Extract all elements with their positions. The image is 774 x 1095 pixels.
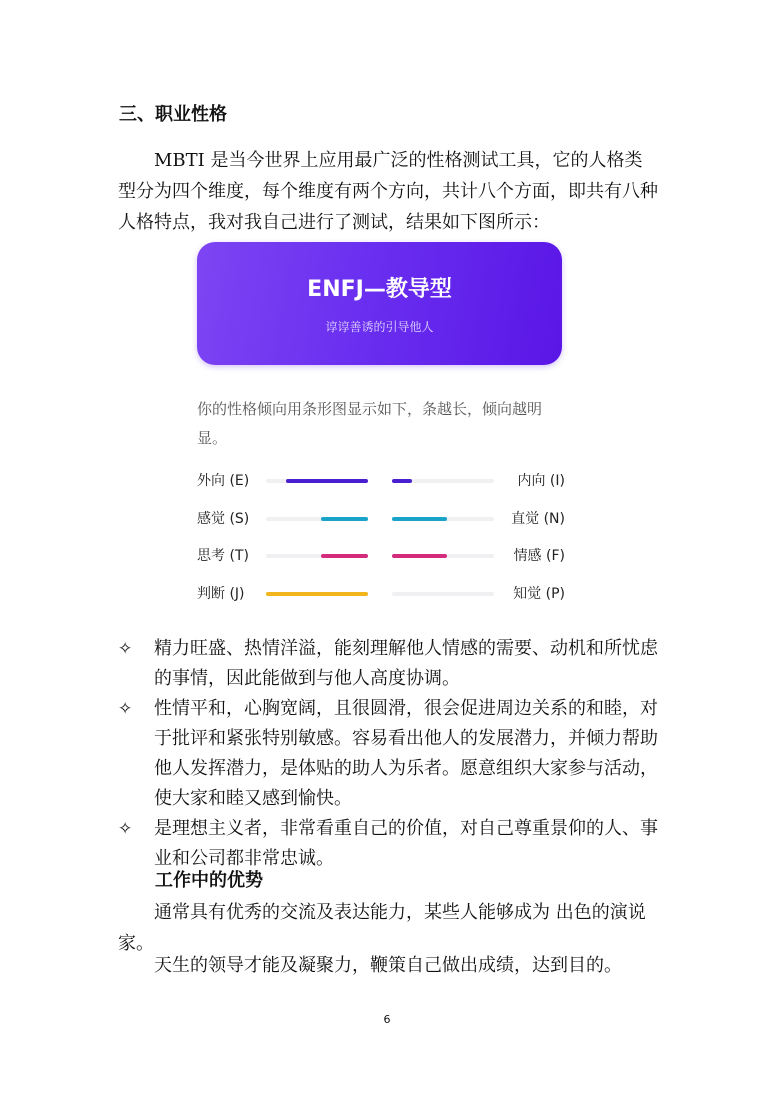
- list-item-text: 是理想主义者，非常看重自己的价值，对自己尊重景仰的人、事业和公司都非常忠诚。: [154, 818, 658, 869]
- trait-right-label: 直觉 (N): [511, 511, 565, 527]
- list-item: [118, 634, 660, 694]
- strengths-paragraph: 通常具有优秀的交流及表达能力，某些人能够成为 出色的演说家。: [118, 902, 646, 954]
- trait-right-track: [392, 554, 494, 558]
- intro-paragraph: MBTI 是当今世界上应用最广泛的性格测试工具，它的人格类型分为四个维度，每个维度有两个方向，共计八个方面，即共有八种人格特点，我对我自己进行了测试，结果如下图所示：: [118, 150, 658, 233]
- trait-left-bar: [321, 554, 368, 558]
- trait-row-ei: [197, 470, 567, 492]
- trait-left-label: 外向 (E): [197, 473, 250, 489]
- trait-left-bar: [321, 517, 368, 521]
- list-item-text: 精力旺盛、热情洋溢，能刻理解他人情感的需要、动机和所忧虑的事情，因此能做到与他人高度协调。: [154, 638, 658, 689]
- mbti-result-card: [197, 242, 562, 365]
- strengths-paragraph: 天生的领导才能及凝聚力，鞭策自己做出成绩，达到目的。: [154, 955, 622, 976]
- mbti-type-title: ENFJ—教导型: [307, 277, 452, 302]
- trait-right-bar: [392, 517, 447, 521]
- trait-row-sn: [197, 508, 567, 530]
- trait-left-label: 感觉 (S): [197, 511, 250, 527]
- trait-left-label: 判断 (J): [197, 586, 245, 602]
- trait-right-bar: [392, 479, 412, 483]
- trait-description-list: [118, 634, 660, 874]
- trait-left-track: [266, 479, 368, 483]
- bar-chart-hint: 你的性格倾向用条形图显示如下，条越长，倾向越明显。: [197, 400, 543, 447]
- trait-left-bar: [266, 592, 368, 596]
- trait-row-jp: [197, 583, 567, 605]
- list-item: [118, 694, 660, 814]
- trait-right-track: [392, 592, 494, 596]
- trait-left-label: 思考 (T): [197, 548, 249, 564]
- list-item-text: 性情平和，心胸宽阔，且很圆滑，很会促进周边关系的和睦，对于批评和紧张特别敏感。容易看出他人的发展潜力，并倾力帮助他人发挥潜力，是体贴的助人为乐者。愿意组织大家参与活动，使大家和睦又感到愉快。: [154, 698, 658, 809]
- page-number: 6: [383, 1013, 391, 1026]
- section-heading: 三、职业性格: [119, 104, 227, 125]
- diamond-star-icon: ✧: [118, 819, 133, 839]
- trait-right-bar: [392, 554, 447, 558]
- list-item: [118, 814, 660, 874]
- trait-left-bar: [286, 479, 368, 483]
- mbti-type-subtitle: 谆谆善诱的引导他人: [325, 320, 434, 334]
- trait-right-track: [392, 479, 494, 483]
- diamond-star-icon: ✧: [118, 699, 133, 719]
- trait-left-track: [266, 592, 368, 596]
- strengths-heading: 工作中的优势: [155, 870, 263, 891]
- trait-row-tf: [197, 545, 567, 567]
- diamond-star-icon: ✧: [118, 639, 133, 659]
- trait-right-label: 情感 (F): [513, 548, 565, 564]
- trait-right-track: [392, 517, 494, 521]
- trait-right-label: 内向 (I): [517, 473, 565, 489]
- trait-right-label: 知觉 (P): [513, 586, 565, 602]
- trait-left-track: [266, 554, 368, 558]
- trait-left-track: [266, 517, 368, 521]
